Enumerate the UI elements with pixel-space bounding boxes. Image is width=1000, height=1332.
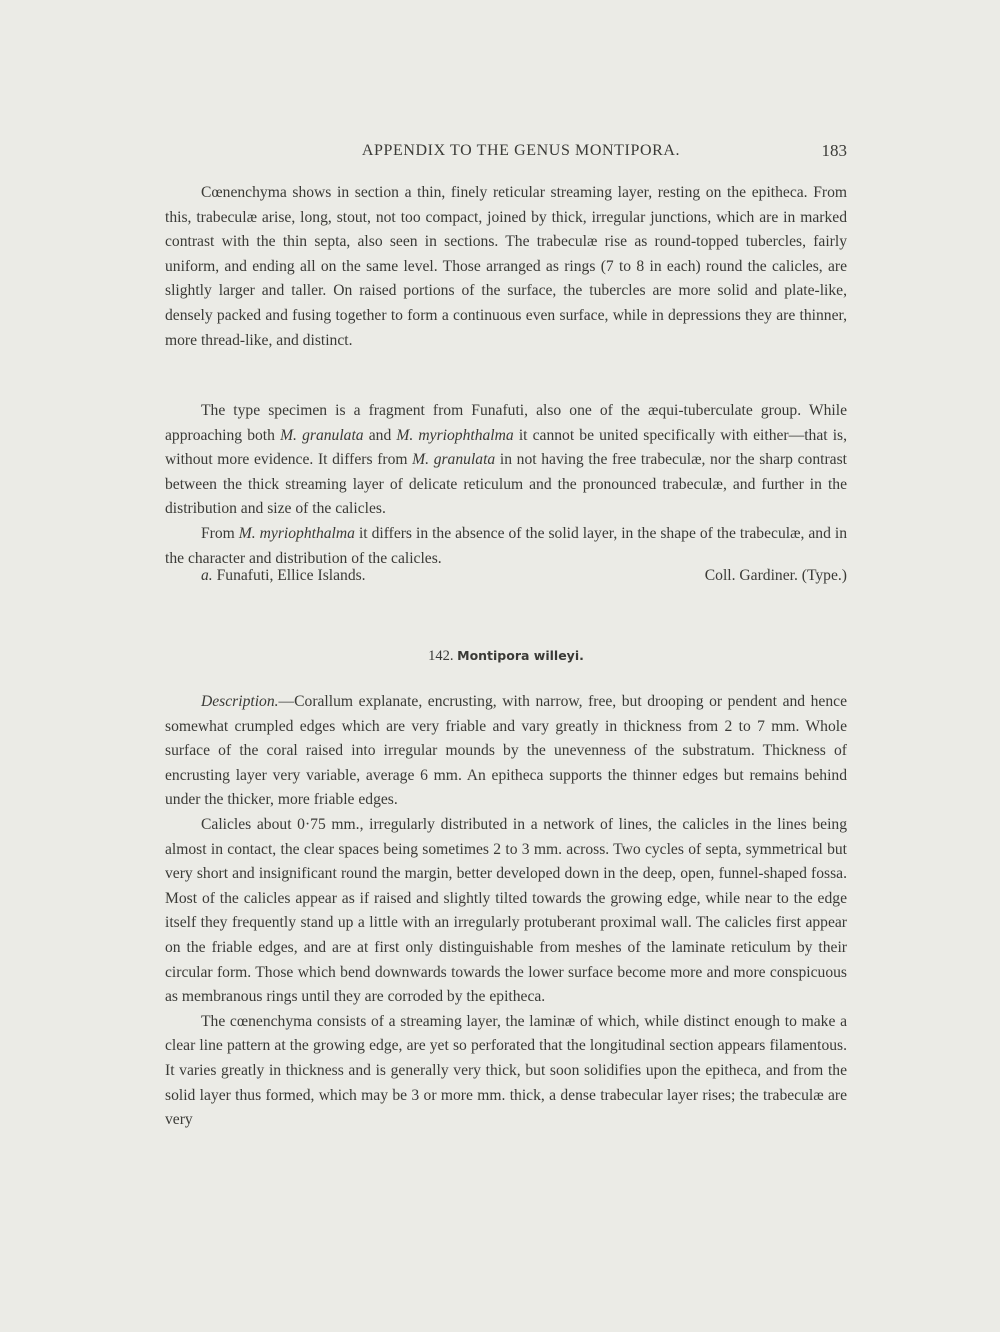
type-specimen-section [165,399,847,571]
species-description [165,690,847,1133]
comparison-paragraph [165,522,847,571]
text-span: From [201,524,239,542]
description-label: Description. [201,693,279,710]
species-number: 142. [428,648,454,664]
coenenchyma-paragraph [165,181,847,353]
specimen-letter: a. [201,567,213,584]
species-name: M. granulata [412,451,496,469]
running-head: APPENDIX TO THE GENUS MONTIPORA. [361,142,681,159]
paragraph-text: Cœnenchyma shows in section a thin, finely reticular streaming layer, resting on the epitheca. From this, trabeculæ arise, long, stout, not too compact, joined by thick, irregular junctions, which are in marked contrast with the thin septa, also seen in sections. The trabeculæ rise as round-topped tubercles, fairly uniform, and ending all on the same level. Those arranged as rings (7 to 8 in each) round the calicles, are slightly larger and taller. On raised portions of the surface, the tubercles are more solid and plate-like, densely packed and fusing together to form a continuous even surface, while in depressions they are thinner, more thread-like, and distinct. [165,184,847,349]
species-title: Montipora willeyi. [457,648,584,663]
text-span: in not having the free trabeculæ, nor the sharp contrast between the thick streaming layer of delicate reticulum and the pronounced trabeculæ, and further in the distribution and size of the calicles. [165,451,847,518]
page-header [165,142,847,168]
species-name: M. myriophthalma [238,524,355,542]
species-name: M. granulata [280,426,364,444]
description-paragraph [165,690,847,813]
coenenchyma-detail-paragraph: The cœnenchyma consists of a streaming layer, the laminæ of which, while distinct enough to make a clear line pattern at the growing edge, are yet so perforated that the longitudinal section appears filamentous. It varies greatly in thickness and is generally very thick, but soon solidifies upon the epitheca, and from the solid layer thus formed, which may be 3 or more mm. thick, a dense trabecular layer rises; the trabeculæ are very [165,1012,847,1129]
locality-text: Funafuti, Ellice Islands. [212,567,366,584]
description-text: —Corallum explanate, encrusting, with narrow, free, but drooping or pendent and hence somewhat crumpled edges which are very friable and vary greatly in thickness from 2 to 7 mm. Whole surface of the coral raised into irregular mounds by the unevenness of the substratum. Thickness of encrusting layer very variable, average 6 mm. An epitheca supports the thinner edges but remains behind under the thicker, more friable edges. [165,693,847,809]
specimen-entry [165,567,847,591]
specimen-collection: Coll. Gardiner. (Type.) [704,567,847,584]
species-heading [165,648,847,665]
text-span: it cannot be united specifically with either—that is, without more evidence. It differs from [165,426,848,469]
page-number: 183 [821,141,847,160]
calicles-paragraph: Calicles about 0·75 mm., irregularly distributed in a network of lines, the calicles in the lines being almost in contact, the clear spaces being sometimes 2 to 3 mm. across. Two cycles of septa, symmetrical but very short and insignificant round the margin, better developed down in the deep, open, funnel-shaped fossa. Most of the calicles appear as if raised and slightly tilted towards the growing edge, while near to the edge itself they frequently stand up a little with an irregularly protuberant proximal wall. The calicles first appear on the friable edges, and are at first only distinguishable from meshes of the laminate reticulum by their circular form. Those which bend downwards towards the lower surface become more and more conspicuous as membranous rings until they are corroded by the epitheca. [165,815,847,1006]
text-span: The type specimen is a fragment from Funafuti, also one of the æqui-tuberculate group. While approaching both [165,402,847,444]
species-name: M. myriophthalma [396,426,514,444]
specimen-locality [201,567,366,585]
text-span: it differs in the absence of the solid layer, in the shape of the trabeculæ, and in the character and distribution of the calicles. [165,524,847,567]
text-span: and [363,426,397,444]
type-specimen-paragraph [165,399,847,522]
